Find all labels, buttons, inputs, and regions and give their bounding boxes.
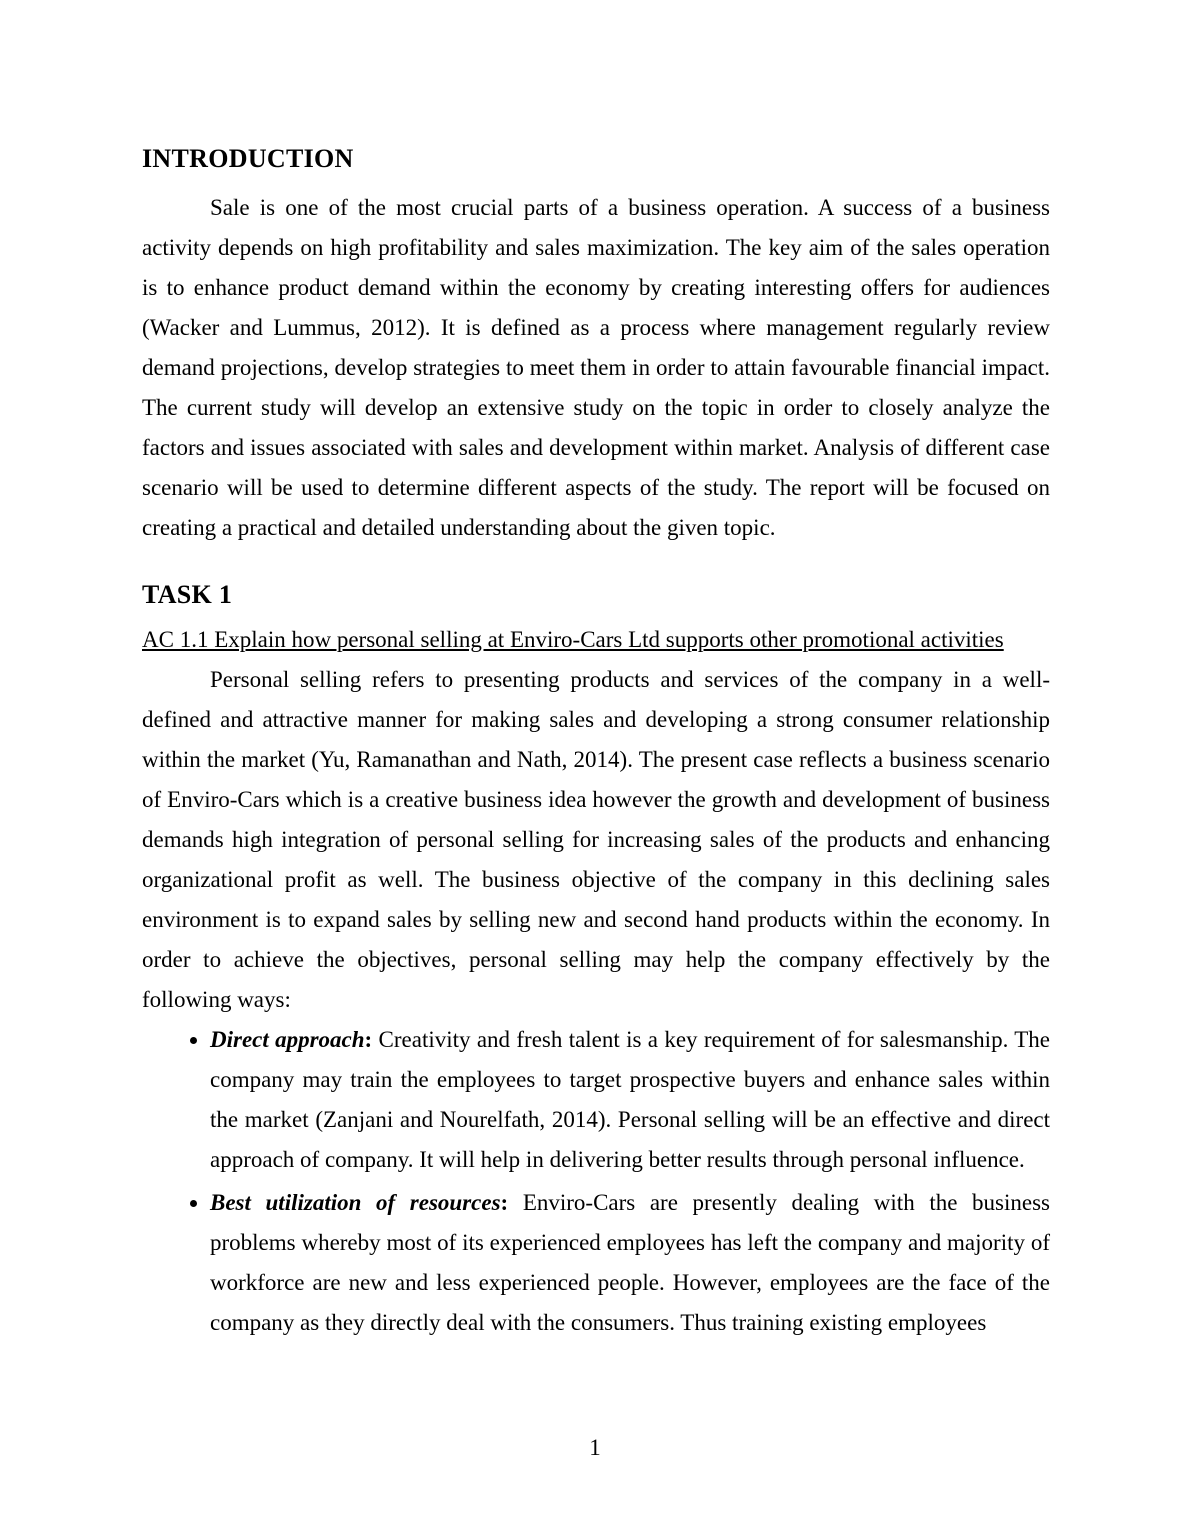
page-number: 1 [589, 1435, 601, 1460]
task1-paragraph: Personal selling refers to presenting products and services of the company in a well-defined and attractive manner for making sales and developing a strong consumer relationship within the market (Yu, Ramanathan and Nath, 2014). The present case reflects a business scenario of Enviro-Cars which is a creative business idea however the growth and development of business demands high integration of personal selling for increasing sales of the products and enhancing organizational profit as well. The business objective of the company in this declining sales environment is to expand sales by selling new and second hand products within the economy. In order to achieve the objectives, personal selling may help the company effectively by the following ways: [142, 667, 1050, 1012]
bullet-text: Enviro-Cars are presently dealing with the business problems whereby most of its experienced employees has left the company and majority of workforce are new and less experienced people. However, employees are the face of the company as they directly deal with the consumers. Thus training existing employees [210, 1190, 1050, 1335]
introduction-heading: INTRODUCTION [142, 144, 354, 173]
bullet-list [142, 1020, 1050, 1343]
introduction-paragraph: Sale is one of the most crucial parts of a business operation. A success of a business activity depends on high profitability and sales maximization. The key aim of the sales operation is to enhance product demand within the economy by creating interesting offers for audiences (Wacker and Lummus, 2012). It is defined as a process where management regularly review demand projections, develop strategies to meet them in order to attain favourable financial impact. The current study will develop an extensive study on the topic in order to closely analyze the factors and issues associated with sales and development within market. Analysis of different case scenario will be used to determine different aspects of the study. The report will be focused on creating a practical and detailed understanding about the given topic. [142, 195, 1050, 540]
task1-subheading: AC 1.1 Explain how personal selling at Enviro-Cars Ltd supports other promotional activities [142, 627, 1004, 652]
bullet-lead: Direct approach [210, 1027, 365, 1052]
list-item-best-utilization [210, 1183, 1050, 1343]
list-item-direct-approach [210, 1020, 1050, 1180]
bullet-separator: : [500, 1190, 523, 1215]
bullet-text: Creativity and fresh talent is a key requirement of for salesmanship. The company may train the employees to target prospective buyers and enhance sales within the market (Zanjani and Nourelfath, 2014). Personal selling will be an effective and direct approach of company. It will help in delivering better results through personal influence. [210, 1027, 1050, 1172]
bullet-separator: : [364, 1027, 379, 1052]
bullet-lead: Best utilization of resources [210, 1190, 501, 1215]
task1-heading: TASK 1 [142, 580, 233, 609]
